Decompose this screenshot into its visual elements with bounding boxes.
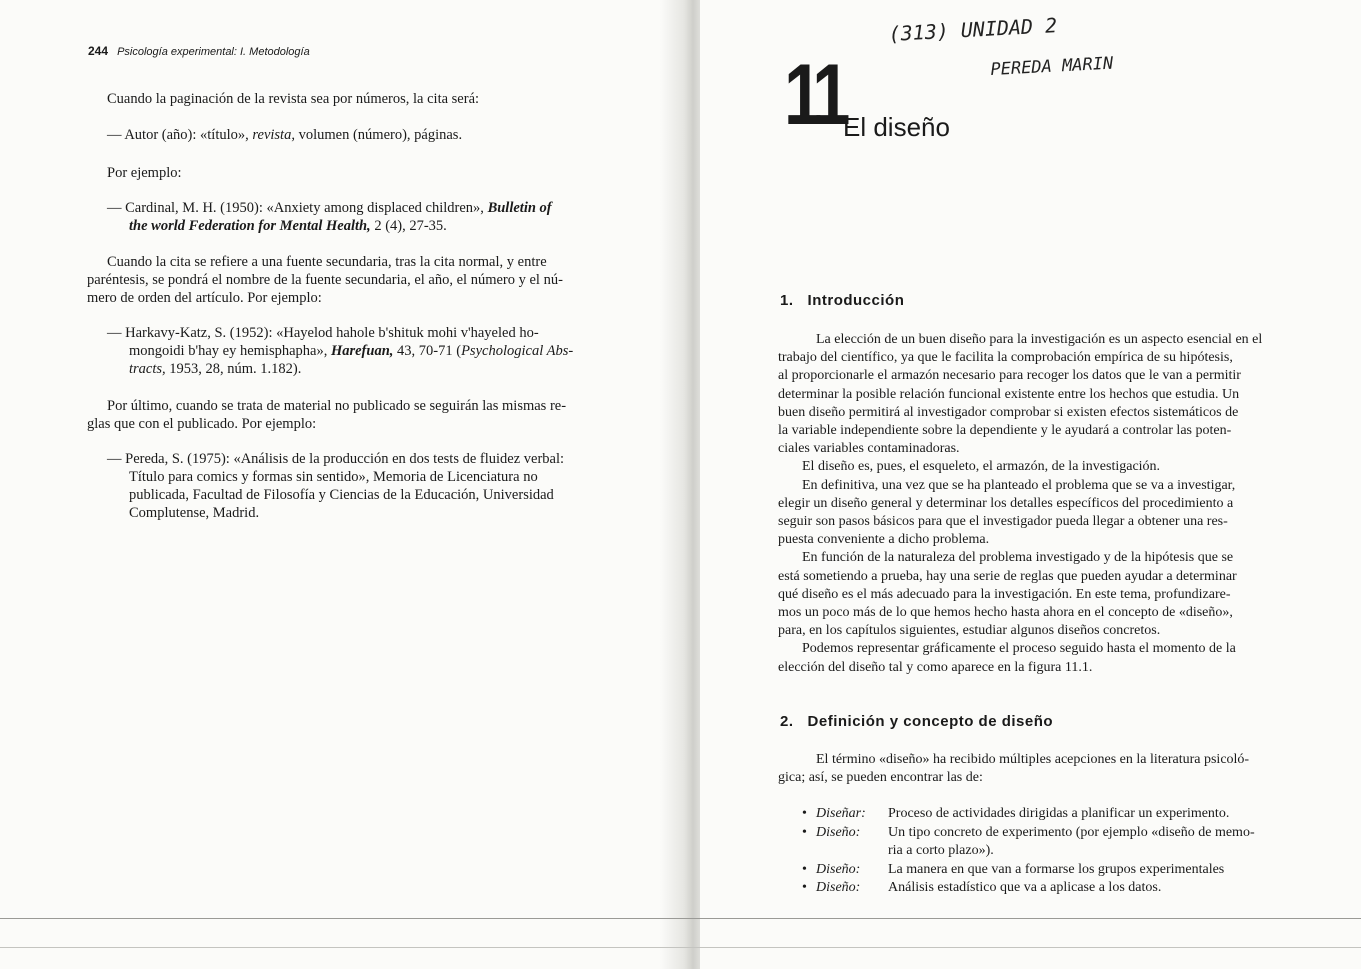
intro-line: ciales variables contaminadoras. <box>778 441 960 457</box>
ref2-line2: mongoidi b'hay ey hemisphapha», <box>129 343 331 359</box>
intro-line: al proporcionarle el armazón necesario para recoger los datos que le van a permitir <box>778 368 1241 384</box>
bullet-text: Análisis estadístico que va a aplicase a los datos. <box>888 880 1162 895</box>
format-journal: revista, <box>252 127 295 143</box>
bullet-text: Proceso de actividades dirigidas a planificar un experimento. <box>888 806 1230 821</box>
reference-harkavy: — Harkavy-Katz, S. (1952): «Hayelod hahole b'shituk mohi v'hayeled ho- mongoidi b'hay ey hemisphapha», Harefuan, 43, 70-71 (Psychological Abs- tracts, 1953, 28, núm. 1.182). <box>107 325 574 377</box>
bullet-term: Diseño: <box>816 880 861 895</box>
section-2-heading <box>780 713 1053 730</box>
intro-line: trabajo del científico, ya que le facilita la comprobación empírica de su hipótesis, <box>778 350 1233 366</box>
ref2-abstracts-a: Psychological Abs- <box>461 343 574 359</box>
intro-line: elección del diseño tal y como aparece en la figura 11.1. <box>778 659 1093 675</box>
running-title: Psicología experimental: I. Metodología <box>117 46 310 58</box>
intro-line: El diseño es, pues, el esqueleto, el armazón, de la investigación. <box>802 459 1161 475</box>
bullet-term: Diseño: <box>816 824 861 840</box>
ref3-line1: Pereda, S. (1975): «Análisis de la producción en dos tests de fluidez verbal: <box>125 451 565 467</box>
section-2-title: Definición y concepto de diseño <box>807 713 1054 730</box>
intro-line: Podemos representar gráficamente el proceso seguido hasta el momento de la <box>802 641 1236 657</box>
list-item: • Diseño: Análisis estadístico que va a aplicase a los datos. <box>802 879 1342 898</box>
chapter-title: El diseño <box>843 112 950 142</box>
list-item: • Diseño: La manera en que van a formarse los grupos experimentales <box>802 861 1342 880</box>
intro-line: elegir un diseño general y determinar los detalles específicos del procedimiento a <box>778 495 1234 511</box>
para2-line2: paréntesis, se pondrá el nombre de la fuente secundaria, el año, el número y el nú- <box>87 272 563 288</box>
section-1-heading <box>780 292 904 309</box>
ref2-journal: Harefuan, <box>330 343 394 359</box>
ref2-line3-rest: 1953, 28, núm. 1.182). <box>165 361 302 377</box>
paragraph-secondary-source <box>87 253 639 307</box>
list-item: • Diseño: Un tipo concreto de experimento (por ejemplo «diseño de memo- <box>802 824 1342 843</box>
list-item: • Diseñar: Proceso de actividades dirigidas a planificar un experimento. <box>802 805 1342 824</box>
para3-line1: Por último, cuando se trata de material no publicado se seguirán las mismas re- <box>107 398 567 414</box>
por-ejemplo-1: Por ejemplo: <box>107 165 182 181</box>
bullet-text: ria a corto plazo»). <box>888 843 994 858</box>
intro-line: seguir son pasos básicos para que el investigador pueda llegar a obtener una res- <box>778 514 1228 530</box>
intro-line: buen diseño permitirá al investigador comprobar si existen efectos sistemáticos de <box>778 404 1239 420</box>
chapter-number: 11 <box>784 47 844 143</box>
def-intro-line2: gica; así, se pueden encontrar las de: <box>778 770 983 785</box>
bullet-term: Diseño: <box>816 861 861 877</box>
intro-line: puesta conveniente a dicho problema. <box>778 532 990 548</box>
list-item-continuation <box>802 842 1342 861</box>
reference-cardinal: — Cardinal, M. H. (1950): «Anxiety among displaced children», Bulletin of the world Federation for Mental Health, 2 (4), 27-35. <box>107 200 552 234</box>
ref3-line3: publicada, Facultad de Filosofía y Ciencias de la Educación, Universidad <box>129 487 554 503</box>
bullet-text: Un tipo concreto de experimento (por ejemplo «diseño de memo- <box>888 824 1255 840</box>
paragraph-pagination: Cuando la paginación de la revista sea por números, la cita será: <box>107 91 480 107</box>
ref1-journal-b: the world Federation for Mental Health, <box>129 218 371 234</box>
bullet-term: Diseñar: <box>816 806 866 821</box>
section-1-title: Introducción <box>807 292 905 309</box>
ref3-line2: Título para comics y formas sin sentido», Memoria de Licenciatura no <box>129 469 538 485</box>
citation-format <box>107 126 647 144</box>
def-intro-line1: El término «diseño» ha recibido múltiples acepciones en la literatura psicoló- <box>816 752 1250 767</box>
intro-line: determinar la posible relación funcional existente entre los hechos que estudia. Un <box>778 386 1240 402</box>
intro-line: está sometiendo a prueba, hay una serie de reglas que pueden ayudar a determinar <box>778 568 1237 584</box>
section-2-number: 2. <box>780 713 794 730</box>
intro-line: La elección de un buen diseño para la investigación es un aspecto esencial en el <box>816 332 1263 347</box>
ref1-journal-a: Bulletin of <box>487 200 552 216</box>
ref2-rest: 43, 70-71 ( <box>393 343 462 359</box>
right-page <box>700 0 1361 969</box>
definition-intro <box>778 751 1338 787</box>
intro-line: En definitiva, una vez que se ha planteado el problema que se va a investigar, <box>802 477 1236 493</box>
ref2-line1: Harkavy-Katz, S. (1952): «Hayelod hahole b'shituk mohi v'hayeled ho- <box>125 325 539 341</box>
para3-line2: glas que con el publicado. Por ejemplo: <box>87 416 317 432</box>
intro-line: qué diseño es el más adecuado para la investigación. En este tema, profundizare- <box>778 586 1231 602</box>
para2-line3: mero de orden del artículo. Por ejemplo: <box>87 290 322 306</box>
ref2-abstracts-b: tracts, <box>129 361 166 377</box>
page-bottom-edge-2 <box>0 947 1361 948</box>
format-text: Autor (año): «título», <box>124 127 253 143</box>
section-1-number: 1. <box>780 292 794 309</box>
intro-line: para, en los capítulos siguientes, estudiar algunos diseños concretos. <box>778 623 1161 639</box>
intro-line: mos un poco más de lo que hemos hecho hasta ahora en el concepto de «diseño», <box>778 605 1233 621</box>
para2-line1: Cuando la cita se refiere a una fuente secundaria, tras la cita normal, y entre <box>107 254 547 270</box>
running-header <box>88 44 310 58</box>
intro-line: En función de la naturaleza del problema investigado y de la hipótesis que se <box>802 550 1234 566</box>
intro-line: la variable independiente sobre la dependiente y le ayudará a controlar las poten- <box>778 423 1232 439</box>
page-number: 244 <box>88 44 109 58</box>
page-bottom-edge <box>0 918 1361 919</box>
ref1-line1: Cardinal, M. H. (1950): «Anxiety among displaced children», <box>125 200 488 216</box>
introduction-text <box>778 331 1338 677</box>
paragraph-unpublished <box>87 397 639 433</box>
handwritten-note-1: (313) UNIDAD 2 <box>888 13 1058 46</box>
definition-list <box>802 805 1342 898</box>
format-rest: volumen (número), páginas. <box>294 127 463 143</box>
ref1-rest: 2 (4), 27-35. <box>370 218 447 234</box>
ref3-line4: Complutense, Madrid. <box>129 505 260 521</box>
bullet-text: La manera en que van a formarse los grupos experimentales <box>888 861 1225 877</box>
reference-pereda: — Pereda, S. (1975): «Análisis de la producción en dos tests de fluidez verbal: Título para comics y formas sin sentido», Memoria de Licenciatura no publicada, Facultad de Filosofía y Ciencias de la Educación, Universidad Complutense, Madrid. <box>107 450 642 522</box>
handwritten-note-2: PEREDA MARIN <box>990 53 1114 80</box>
dash: — <box>107 127 122 143</box>
